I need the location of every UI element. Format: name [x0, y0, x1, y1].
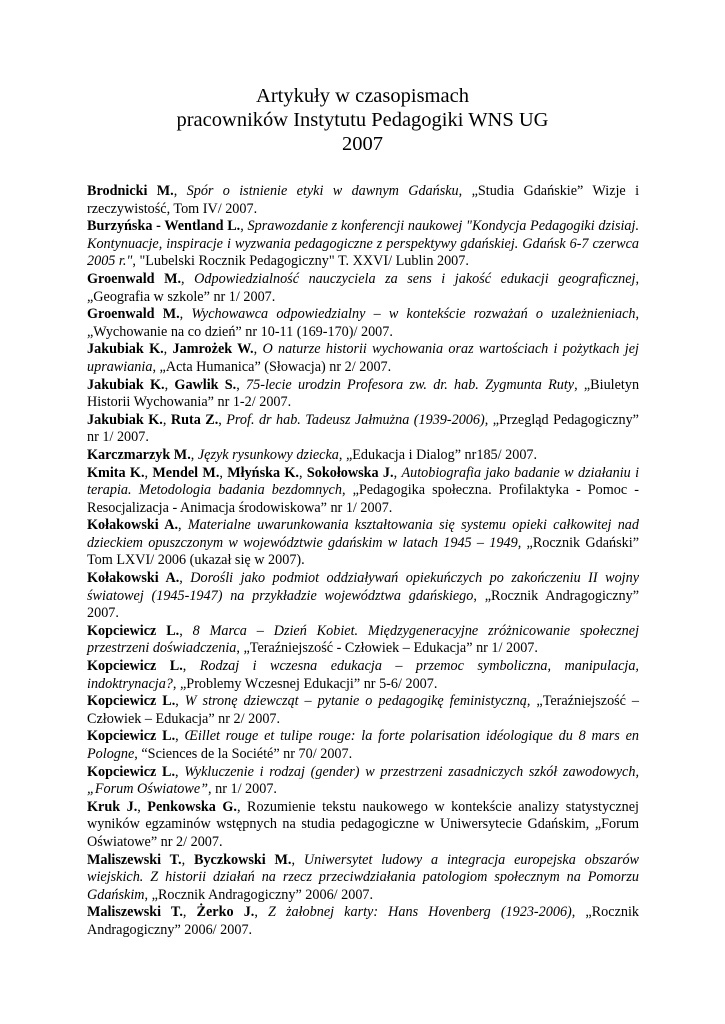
entry-title: Wychowawca odpowiedzialny – w kontekście rozważań o uzależnieniach: [191, 306, 636, 323]
entry-author: Jamrożek W.: [172, 341, 254, 358]
entry-publication: „Rocznik Gdański” Tom LXVI/ 2006 (ukazał się w 2007).: [87, 534, 639, 569]
entry-publication: „Wychowanie na co dzień” nr 10-11 (169-170)/ 2007.: [87, 323, 393, 340]
bibliography-entry: Burzyńska - Wentland L., Sprawozdanie z konferencji naukowej "Kondycja Pedagogiki dzisiaj. Kontynuacje, inspiracje i wyzwania pedagogiczne z perspektywy gdańskiej. Gdańsk 6-7 czerwca 2005 r.", "Lubelski Rocznik Pedagogiczny" T. XXVI/ Lublin 2007.: [87, 218, 639, 270]
entry-author: Kopciewicz L.: [87, 622, 180, 639]
entry-title: O naturze historii wychowania oraz wartościach i pożytkach jej uprawiania: [87, 341, 639, 375]
entry-publication: „Teraźniejszość - Człowiek – Edukacja” nr 1/ 2007.: [243, 640, 538, 657]
bibliography-list: [87, 183, 639, 940]
entry-title: Materialne uwarunkowania kształtowania się systemu opieki całkowitej nad dzieckiem opuszczonym w województwie gdańskim w latach 1945 – 1949: [87, 517, 639, 551]
entry-author: Kruk J.: [87, 798, 138, 815]
entry-author: Penkowska G.: [147, 798, 237, 815]
entry-author: Młyńska K.: [227, 464, 299, 481]
entry-publication: “Sciences de la Société” nr 70/ 2007.: [141, 746, 353, 762]
entry-author: Ruta Z.: [170, 411, 219, 428]
entry-author: Maliszewski T.: [87, 851, 182, 868]
entry-author: Kołakowski A.: [87, 570, 180, 587]
bibliography-entry: Kołakowski A., Dorośli jako podmiot oddziaływań opiekuńczych po zakończeniu II wojny światowej (1945-1947) na przykładzie województwa gdańskiego, „Rocznik Andragogiczny” 2007.: [87, 570, 639, 622]
bibliography-entry: Brodnicki M., Spór o istnienie etyki w dawnym Gdańsku, „Studia Gdańskie” Wizje i rzeczywistość, Tom IV/ 2007.: [87, 183, 640, 217]
entry-author: Groenwald M.: [87, 270, 182, 287]
entry-title: Uniwersytet ludowy a integracja europejska obszarów wiejskich. Z historii działań na rzecz przeciwdziałania patologiom społecznym na Pomorzu Gdańskim: [87, 851, 640, 903]
entry-author: Kopciewicz L.: [87, 658, 183, 675]
entry-author: Żerko J.: [196, 904, 255, 921]
bibliography-entry: Kopciewicz L., W stronę dziewcząt – pytanie o pedagogikę feministyczną, „Teraźniejszość – Człowiek – Edukacja” nr 2/ 2007.: [87, 693, 640, 727]
entry-publication: „Rocznik Andragogiczny” 2006/ 2007.: [151, 886, 374, 903]
entry-title: Autobiografia jako badanie w działaniu i terapia. Metodologia badania bezdomnych: [87, 464, 640, 499]
entry-author: Jakubiak K.: [87, 341, 164, 358]
bibliography-entry: Maliszewski T., Byczkowski M., Uniwersytet ludowy a integracja europejska obszarów wiejskich. Z historii działań na rzecz przeciwdziałania patologiom społecznym na Pomorzu Gdańskim, „Rocznik Andragogiczny” 2006/ 2007.: [87, 851, 640, 903]
bibliography-entry: Jakubiak K., Jamrożek W., O naturze historii wychowania oraz wartościach i pożytkach jej uprawiania, „Acta Humanica” (Słowacja) nr 2/ 2007.: [87, 341, 639, 375]
bibliography-entry: Kopciewicz L., Wykluczenie i rodzaj (gender) w przestrzeni zasadniczych szkół zawodowych, „Forum Oświatowe”, nr 1/ 2007.: [87, 763, 639, 798]
entry-publication: "Lubelski Rocznik Pedagogiczny" T. XXVI/ Lublin 2007.: [139, 253, 469, 270]
bibliography-entry: Groenwald M., Wychowawca odpowiedzialny – w kontekście rozważań o uzależnieniach, „Wychowanie na co dzień” nr 10-11 (169-170)/ 2007.: [87, 306, 640, 340]
page-title: [0, 84, 725, 156]
entry-author: Byczkowski M.: [193, 851, 292, 868]
entry-publication: „Pedagogika społeczna. Profilaktyka - Pomoc - Resocjalizacja - Animacja środowiskowa” nr 1/ 2007.: [87, 482, 639, 516]
entry-title: 8 Marca – Dzień Kobiet. Międzygeneracyjne zróżnicowanie społecznej przestrzeni doświadczenia: [87, 622, 640, 657]
bibliography-entry: Kopciewicz L., 8 Marca – Dzień Kobiet. Międzygeneracyjne zróżnicowanie społecznej przestrzeni doświadczenia, „Teraźniejszość - Człowiek – Edukacja” nr 1/ 2007.: [87, 622, 640, 657]
entry-publication: „Problemy Wczesnej Edukacji” nr 5-6/ 2007.: [180, 675, 438, 692]
entry-title: Język rysunkowy dziecka: [197, 446, 339, 463]
bibliography-entry: Kmita K., Mendel M., Młyńska K., Sokołowska J., Autobiografia jako badanie w działaniu i terapia. Metodologia badania bezdomnych, „Pedagogika społeczna. Profilaktyka - Pomoc - Resocjalizacja - Animacja środowiskowa” nr 1/ 2007.: [87, 464, 640, 516]
entry-publication: Rozumienie tekstu naukowego w kontekście analizy statystycznej wyników egzaminów wstępnych na studia pedagogiczne w Uniwersytecie Gdańskim, „Forum Oświatowe” nr 2/ 2007.: [87, 798, 639, 850]
entry-author: Kopciewicz L.: [87, 693, 176, 710]
entry-publication: „Studia Gdańskie” Wizje i rzeczywistość, Tom IV/ 2007.: [87, 183, 640, 217]
bibliography-entry: Kopciewicz L., Œillet rouge et tulipe rouge: la forte polarisation idéologique du 8 mars en Pologne, “Sciences de la Société” nr 70/ 2007.: [87, 728, 639, 762]
entry-title: Sprawozdanie z konferencji naukowej "Kondycja Pedagogiki dzisiaj. Kontynuacje, inspiracje i wyzwania pedagogiczne z perspektywy gdańskiej. Gdańsk 6-7 czerwca 2005 r.": [87, 218, 639, 270]
entry-title: Œillet rouge et tulipe rouge: la forte polarisation idéologique du 8 mars en Pologne: [87, 728, 639, 762]
entry-author: Jakubiak K.: [87, 376, 165, 393]
entry-author: Kopciewicz L.: [87, 763, 176, 780]
entry-author: Brodnicki M.: [87, 183, 174, 199]
entry-author: Kołakowski A.: [87, 517, 179, 534]
bibliography-entry: Kruk J., Penkowska G., Rozumienie tekstu naukowego w kontekście analizy statystycznej wyników egzaminów wstępnych na studia pedagogiczne w Uniwersytecie Gdańskim, „Forum Oświatowe” nr 2/ 2007.: [87, 798, 639, 850]
entry-author: Mendel M.: [152, 464, 220, 481]
entry-author: Sokołowska J.: [306, 464, 394, 481]
entry-publication: „Teraźniejszość – Człowiek – Edukacja” nr 2/ 2007.: [87, 693, 640, 727]
entry-publication: „Edukacja i Dialog” nr185/ 2007.: [345, 446, 538, 463]
bibliography-entry: Maliszewski T., Żerko J., Z żałobnej karty: Hans Hovenberg (1923-2006), „Rocznik Andragogiczny” 2006/ 2007.: [87, 904, 639, 938]
entry-publication: „Geografia w szkole” nr 1/ 2007.: [87, 288, 276, 305]
entry-author: Jakubiak K.: [87, 411, 163, 428]
entry-title: Rodzaj i wczesna edukacja – przemoc symboliczna, manipulacja, indoktrynacja?: [87, 658, 639, 692]
entry-author: Karczmarzyk M.: [87, 446, 191, 463]
entry-title: Odpowiedzialność nauczyciela za sens i jakość edukacji geograficznej: [194, 270, 636, 287]
entry-publication: nr 1/ 2007.: [215, 781, 277, 798]
entry-publication: „Rocznik Andragogiczny” 2007.: [87, 587, 639, 622]
bibliography-entry: Jakubiak K., Gawlik S., 75-lecie urodzin Profesora zw. dr. hab. Zygmunta Ruty, „Biuletyn Historii Wychowania” nr 1-2/ 2007.: [87, 376, 640, 411]
title-line-2: pracowników Instytutu Pedagogiki WNS UG: [176, 109, 549, 131]
entry-title: Dorośli jako podmiot oddziaływań opiekuńczych po zakończeniu II wojny światowej (1945-1947) na przykładzie województwa gdańskiego: [87, 570, 639, 604]
title-line-1: Artykuły w czasopismach: [256, 85, 469, 107]
entry-title: 75-lecie urodzin Profesora zw. dr. hab. Zygmunta Ruty: [246, 376, 575, 393]
entry-publication: „Acta Humanica” (Słowacja) nr 2/ 2007.: [159, 358, 392, 375]
entry-author: Maliszewski T.: [87, 904, 183, 921]
entry-publication: „Przegląd Pedagogiczny” nr 1/ 2007.: [87, 411, 639, 446]
entry-publication: „Biuletyn Historii Wychowania” nr 1-2/ 2007.: [87, 376, 640, 411]
entry-title: Spór o istnienie etyki w dawnym Gdańsku: [186, 183, 459, 199]
entry-title: Prof. dr hab. Tadeusz Jałmużna (1939-2006): [226, 411, 485, 428]
entry-title: W stronę dziewcząt – pytanie o pedagogikę feministyczną: [184, 693, 527, 710]
entry-title: Z żałobnej karty: Hans Hovenberg (1923-2006): [268, 904, 572, 921]
entry-author: Groenwald M.: [87, 306, 180, 323]
bibliography-entry: Kopciewicz L., Rodzaj i wczesna edukacja – przemoc symboliczna, manipulacja, indoktrynacja?, „Problemy Wczesnej Edukacji” nr 5-6/ 2007.: [87, 658, 639, 692]
entry-author: Burzyńska - Wentland L.: [87, 218, 241, 235]
bibliography-entry: Kołakowski A., Materialne uwarunkowania kształtowania się systemu opieki całkowitej nad dzieckiem opuszczonym w województwie gdańskim w latach 1945 – 1949, „Rocznik Gdański” Tom LXVI/ 2006 (ukazał się w 2007).: [87, 517, 639, 569]
bibliography-entry: Karczmarzyk M., Język rysunkowy dziecka, „Edukacja i Dialog” nr185/ 2007.: [87, 446, 538, 463]
entry-publication: „Rocznik Andragogiczny” 2006/ 2007.: [87, 904, 639, 938]
entry-author: Kmita K.: [87, 464, 145, 481]
bibliography-entry: Jakubiak K., Ruta Z., Prof. dr hab. Tadeusz Jałmużna (1939-2006), „Przegląd Pedagogiczny” nr 1/ 2007.: [87, 411, 639, 446]
entry-author: Kopciewicz L.: [87, 728, 176, 745]
entry-author: Gawlik S.: [174, 376, 237, 393]
bibliography-entry: Groenwald M., Odpowiedzialność nauczyciela za sens i jakość edukacji geograficznej, „Geografia w szkole” nr 1/ 2007.: [87, 270, 640, 305]
title-line-3: 2007: [342, 133, 383, 155]
entry-title: Wykluczenie i rodzaj (gender) w przestrzeni zasadniczych szkół zawodowych, „Forum Oświatowe”: [87, 763, 639, 798]
